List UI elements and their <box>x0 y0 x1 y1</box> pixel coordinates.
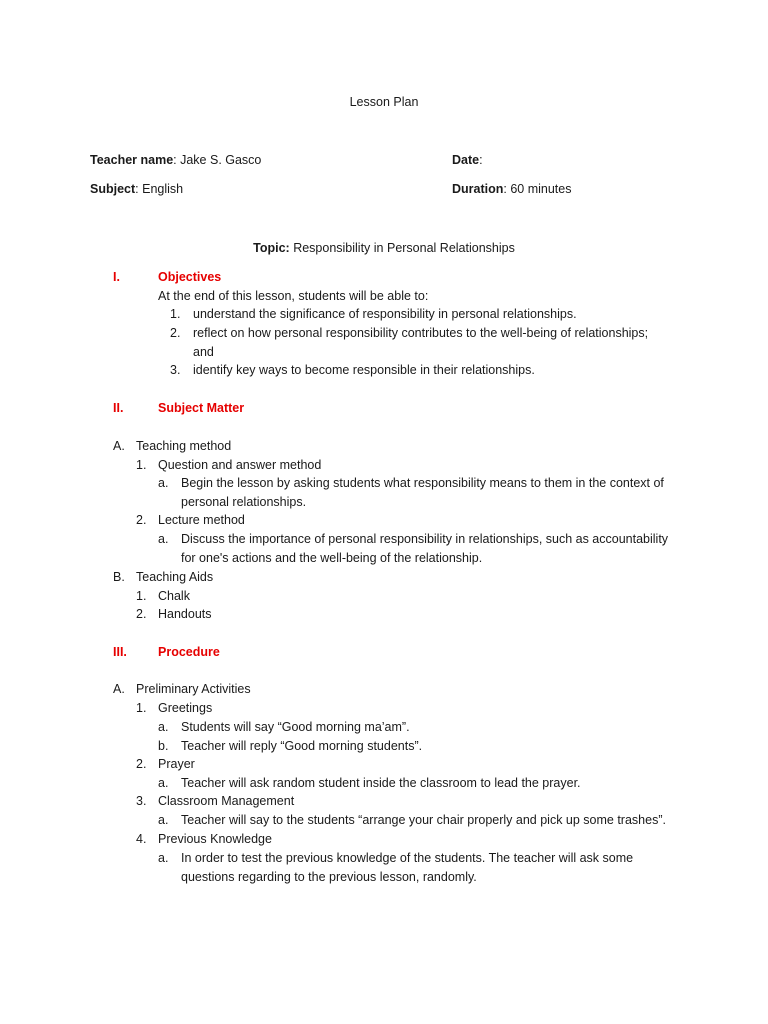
topic-value: Responsibility in Personal Relationships <box>289 241 515 255</box>
list-item: Question and answer method <box>158 458 322 472</box>
list-letter: a. <box>158 813 169 827</box>
duration-value: : 60 minutes <box>503 182 572 196</box>
teacher-name-value: : Jake S. Gasco <box>173 153 262 167</box>
list-item: Students will say “Good morning ma’am”. <box>181 720 410 734</box>
teacher-name-line <box>90 151 261 169</box>
date-value: : <box>479 153 483 167</box>
list-number: 3. <box>136 794 147 808</box>
list-number: 1. <box>136 589 147 603</box>
list-letter: a. <box>158 476 169 490</box>
section-numeral-objectives: I. <box>113 270 120 284</box>
list-item-continued: questions regarding to the previous lesson, randomly. <box>181 870 477 884</box>
objective-text: identify key ways to become responsible in their relationships. <box>193 363 535 377</box>
date-label: Date <box>452 153 480 167</box>
section-numeral-procedure: III. <box>113 645 127 659</box>
list-number: 2. <box>136 513 147 527</box>
section-heading-objectives: Objectives <box>158 270 222 284</box>
list-item: Classroom Management <box>158 794 295 808</box>
list-item: Begin the lesson by asking students what responsibility means to them in the context of <box>181 476 664 490</box>
list-number: 2. <box>136 607 147 621</box>
list-number: 2. <box>136 757 147 771</box>
document-title: Lesson Plan <box>349 95 419 109</box>
list-item-continued: for one's actions and the well-being of the relationship. <box>181 551 483 565</box>
objective-number: 1. <box>170 307 181 321</box>
objective-text: understand the significance of responsibility in personal relationships. <box>193 307 577 321</box>
list-letter: b. <box>158 739 169 753</box>
objectives-intro: At the end of this lesson, students will be able to: <box>158 289 429 303</box>
list-number: 1. <box>136 458 147 472</box>
list-letter: B. <box>113 570 125 584</box>
section-heading-procedure: Procedure <box>158 645 220 659</box>
list-letter: a. <box>158 720 169 734</box>
list-letter: a. <box>158 776 169 790</box>
list-item: Teaching Aids <box>136 570 214 584</box>
list-item-continued: personal relationships. <box>181 495 307 509</box>
list-item: Greetings <box>158 701 213 715</box>
list-letter: A. <box>113 682 125 696</box>
subject-label: Subject <box>90 182 136 196</box>
list-item: Lecture method <box>158 513 245 527</box>
list-letter: a. <box>158 532 169 546</box>
list-number: 4. <box>136 832 147 846</box>
list-item: Prayer <box>158 757 195 771</box>
topic-line <box>0 239 768 257</box>
list-letter: A. <box>113 439 125 453</box>
list-item: In order to test the previous knowledge of the students. The teacher will ask some <box>181 851 634 865</box>
subject-line <box>90 180 183 198</box>
subject-value: : English <box>135 182 184 196</box>
list-item: Teaching method <box>136 439 232 453</box>
list-item: Preliminary Activities <box>136 682 251 696</box>
list-item: Teacher will reply “Good morning students”. <box>181 739 423 753</box>
list-number: 1. <box>136 701 147 715</box>
topic-label: Topic: <box>253 241 290 255</box>
list-letter: a. <box>158 851 169 865</box>
list-item: Previous Knowledge <box>158 832 272 846</box>
list-item: Discuss the importance of personal responsibility in relationships, such as accountability <box>181 532 669 546</box>
date-line <box>452 151 483 169</box>
section-heading-subject-matter: Subject Matter <box>158 401 245 415</box>
objective-number: 2. <box>170 326 181 340</box>
duration-line <box>452 180 571 198</box>
list-item: Chalk <box>158 589 190 603</box>
teacher-name-label: Teacher name <box>90 153 174 167</box>
list-item: Teacher will ask random student inside the classroom to lead the prayer. <box>181 776 581 790</box>
section-numeral-subject-matter: II. <box>113 401 124 415</box>
list-item: Teacher will say to the students “arrange your chair properly and pick up some trashes”. <box>181 813 666 827</box>
objective-text-continued: and <box>193 345 214 359</box>
objective-text: reflect on how personal responsibility contributes to the well-being of relationships; <box>193 326 649 340</box>
objective-number: 3. <box>170 363 181 377</box>
list-item: Handouts <box>158 607 212 621</box>
duration-label: Duration <box>452 182 504 196</box>
